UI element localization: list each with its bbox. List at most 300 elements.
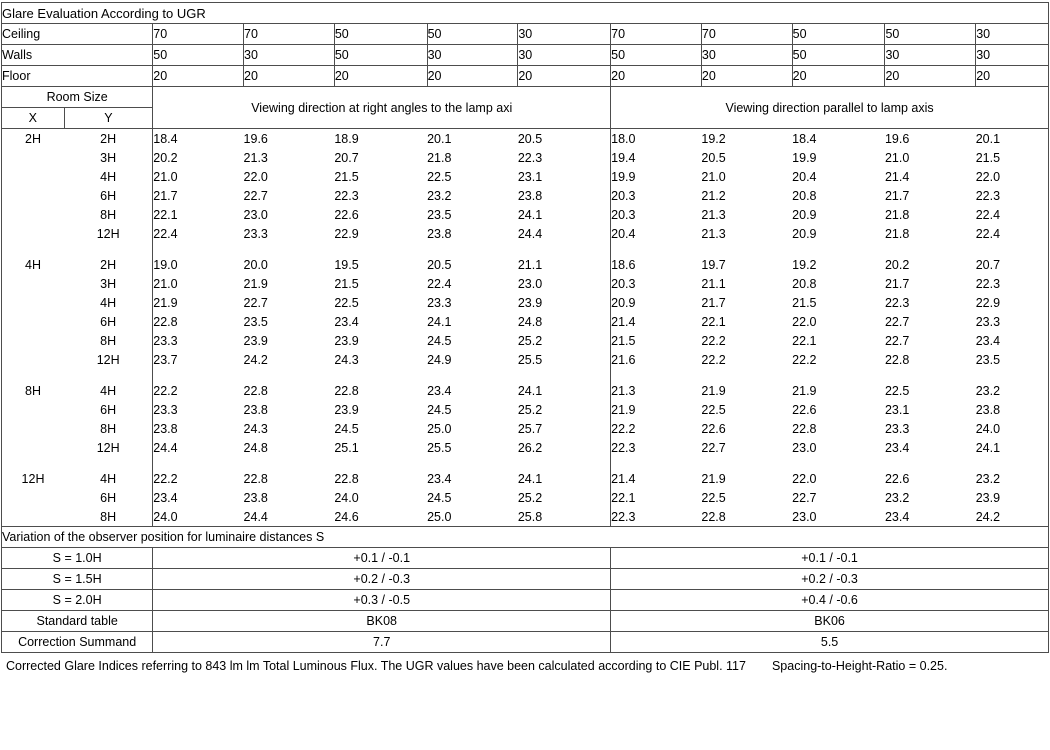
ugr-value: 21.6: [611, 350, 702, 369]
x-header: X: [2, 108, 65, 129]
ugr-value: 23.9: [334, 333, 359, 348]
ugr-value: 23.3: [243, 226, 268, 241]
x-value: [2, 419, 65, 438]
group-spacer: [2, 457, 1049, 469]
ugr-value: 23.4: [884, 509, 910, 524]
ceiling-value: 30: [518, 24, 611, 45]
x-value: [2, 400, 65, 419]
standard-table-left: BK08: [153, 611, 611, 632]
ugr-value: 24.1: [976, 438, 1049, 457]
ugr-value: 24.3: [334, 352, 359, 367]
ugr-value: 21.2: [701, 188, 726, 203]
ugr-value: 21.9: [153, 293, 244, 312]
walls-value: 50: [153, 45, 244, 66]
ugr-value: 22.6: [884, 471, 910, 486]
ugr-value: 19.9: [792, 150, 817, 165]
table-row: [2, 293, 1049, 312]
variation-right-value: +0.4 / -0.6: [611, 590, 1049, 611]
ugr-value: 25.0: [427, 509, 452, 524]
y-value: 2H: [100, 131, 117, 146]
walls-value: 30: [244, 45, 335, 66]
variation-row: [2, 548, 1049, 569]
ugr-value: 19.6: [243, 131, 268, 146]
variation-right-value: +0.2 / -0.3: [611, 569, 1049, 590]
y-value: 8H: [100, 509, 117, 524]
ugr-value: 25.1: [334, 440, 359, 455]
ugr-value: 20.8: [792, 276, 817, 291]
ugr-value: 18.4: [153, 129, 244, 149]
y-value: 6H: [100, 490, 117, 505]
ugr-value: 22.5: [701, 402, 726, 417]
group-spacer: [2, 369, 1049, 381]
ugr-value: 24.6: [334, 509, 359, 524]
ugr-value: 23.4: [427, 383, 452, 398]
footer-spacing-ratio: Spacing-to-Height-Ratio = 0.25.: [771, 659, 948, 673]
ugr-value: 21.0: [153, 167, 244, 186]
ugr-value: 22.8: [243, 471, 268, 486]
ugr-value: 24.9: [427, 352, 452, 367]
ugr-value: 21.5: [611, 331, 702, 350]
table-row: [2, 224, 1049, 243]
floor-value: 20: [427, 66, 518, 87]
variation-right-value: +0.1 / -0.1: [611, 548, 1049, 569]
walls-value: 30: [701, 45, 792, 66]
variation-row: [2, 569, 1049, 590]
ugr-value: 19.2: [792, 257, 817, 272]
ugr-value: 21.9: [792, 383, 817, 398]
ugr-value: 20.9: [792, 226, 817, 241]
y-value: 8H: [100, 421, 117, 436]
ugr-value: 24.5: [427, 333, 452, 348]
ugr-value: 24.5: [334, 421, 359, 436]
reflectance-label-floor: Floor: [2, 66, 153, 87]
ceiling-value: 50: [885, 24, 976, 45]
ugr-value: 19.9: [611, 167, 702, 186]
x-value: [2, 350, 65, 369]
table-row: [2, 186, 1049, 205]
y-value: 8H: [100, 333, 117, 348]
ugr-value: 19.0: [153, 255, 244, 274]
ugr-value: 23.1: [884, 402, 910, 417]
ugr-value: 21.7: [153, 186, 244, 205]
variation-left-value: +0.3 / -0.5: [153, 590, 611, 611]
ugr-value: 21.3: [611, 381, 702, 400]
y-value: 6H: [100, 188, 117, 203]
ugr-value: 20.1: [976, 129, 1049, 149]
ceiling-value: 70: [611, 24, 702, 45]
ugr-value: 18.0: [611, 129, 702, 149]
table-row: [2, 488, 1049, 507]
ugr-value: 22.0: [792, 314, 817, 329]
ugr-value: 21.4: [611, 312, 702, 331]
ugr-value: 23.0: [792, 509, 817, 524]
ugr-value: 22.7: [884, 314, 910, 329]
ugr-value: 23.9: [243, 333, 268, 348]
ugr-value: 22.3: [884, 295, 910, 310]
table-title-row: [2, 3, 1049, 24]
ugr-value: 22.1: [792, 333, 817, 348]
ugr-value: 22.1: [701, 314, 726, 329]
ugr-value: 23.5: [976, 350, 1049, 369]
correction-summand-label: Correction Summand: [2, 632, 153, 653]
ugr-value: 23.0: [517, 276, 543, 291]
ceiling-value: 30: [976, 24, 1049, 45]
x-value: [2, 312, 65, 331]
walls-value: 30: [885, 45, 976, 66]
ugr-value: 24.4: [153, 438, 244, 457]
ugr-value: 24.3: [243, 421, 268, 436]
ugr-value: 19.2: [701, 131, 726, 146]
ugr-value: 23.8: [153, 419, 244, 438]
ugr-value: 22.0: [976, 167, 1049, 186]
ugr-value: 24.0: [976, 419, 1049, 438]
y-value: 6H: [100, 402, 117, 417]
walls-value: 50: [792, 45, 885, 66]
ugr-value: 20.3: [611, 205, 702, 224]
reflectance-row-walls: [2, 45, 1049, 66]
ugr-value: 24.1: [427, 314, 452, 329]
variation-label: S = 1.5H: [2, 569, 153, 590]
ugr-value: 25.7: [517, 421, 543, 436]
ugr-value: 21.9: [701, 471, 726, 486]
ugr-value: 21.9: [611, 400, 702, 419]
ugr-value: 23.2: [427, 188, 452, 203]
ugr-value: 22.7: [884, 333, 910, 348]
variation-left-value: +0.1 / -0.1: [153, 548, 611, 569]
ugr-value: 23.7: [153, 350, 244, 369]
standard-table-row: [2, 611, 1049, 632]
table-row: [2, 438, 1049, 457]
ugr-value: 21.8: [427, 150, 452, 165]
table-row: [2, 350, 1049, 369]
ugr-value: 22.4: [153, 224, 244, 243]
table-row: [2, 469, 1049, 488]
y-value: 4H: [100, 295, 117, 310]
y-header: Y: [64, 108, 153, 129]
table-row: [2, 312, 1049, 331]
standard-table-right: BK06: [611, 611, 1049, 632]
ugr-value: 22.5: [884, 383, 910, 398]
ugr-value: 22.7: [243, 295, 268, 310]
ugr-value: 20.3: [611, 274, 702, 293]
y-value: 12H: [96, 226, 120, 241]
ugr-value: 22.8: [334, 471, 359, 486]
walls-value: 50: [334, 45, 427, 66]
ugr-value: 25.2: [517, 490, 543, 505]
ugr-value: 23.5: [243, 314, 268, 329]
ugr-value: 20.7: [976, 255, 1049, 274]
ugr-value: 20.2: [153, 148, 244, 167]
ugr-value: 20.4: [792, 169, 817, 184]
ugr-value: 20.2: [884, 257, 910, 272]
ugr-value: 22.5: [701, 490, 726, 505]
ugr-value: 21.7: [884, 188, 910, 203]
floor-value: 20: [792, 66, 885, 87]
ugr-value: 24.4: [517, 226, 543, 241]
ugr-value: 22.3: [611, 438, 702, 457]
ugr-value: 22.9: [334, 226, 359, 241]
ugr-value: 23.4: [884, 440, 910, 455]
ugr-value: 25.5: [517, 352, 543, 367]
ugr-value: 22.2: [701, 333, 726, 348]
floor-value: 20: [518, 66, 611, 87]
y-value: 3H: [100, 150, 117, 165]
table-row: [2, 274, 1049, 293]
ugr-value: 24.0: [153, 507, 244, 527]
y-value: 12H: [96, 440, 120, 455]
ugr-value: 23.3: [884, 421, 910, 436]
ugr-value: 21.5: [334, 169, 359, 184]
floor-value: 20: [976, 66, 1049, 87]
ugr-value: 24.1: [517, 207, 543, 222]
ugr-value: 23.3: [153, 400, 244, 419]
ugr-value: 25.0: [427, 421, 452, 436]
ugr-value: 22.4: [427, 276, 452, 291]
table-row: [2, 148, 1049, 167]
ugr-value: 23.9: [517, 295, 543, 310]
floor-value: 20: [334, 66, 427, 87]
ugr-value: 22.2: [792, 352, 817, 367]
x-value: [2, 224, 65, 243]
ugr-value: 23.3: [153, 331, 244, 350]
ugr-value: 25.8: [517, 509, 543, 524]
walls-value: 30: [427, 45, 518, 66]
ugr-value: 22.6: [701, 421, 726, 436]
correction-summand-left: 7.7: [153, 632, 611, 653]
walls-value: 30: [976, 45, 1049, 66]
ugr-value: 21.9: [701, 383, 726, 398]
ugr-value: 18.4: [792, 131, 817, 146]
x-value: [2, 274, 65, 293]
floor-value: 20: [153, 66, 244, 87]
ugr-value: 23.8: [976, 400, 1049, 419]
ugr-value: 22.4: [976, 224, 1049, 243]
ugr-value: 21.3: [701, 207, 726, 222]
ugr-value: 21.5: [792, 295, 817, 310]
ugr-value: 21.3: [701, 226, 726, 241]
ugr-value: 22.4: [976, 205, 1049, 224]
ugr-value: 22.7: [792, 490, 817, 505]
reflectance-label-walls: Walls: [2, 45, 153, 66]
section-header-row: [2, 87, 1049, 108]
ugr-value: 23.2: [976, 381, 1049, 400]
x-value: [2, 148, 65, 167]
ugr-value: 21.1: [701, 276, 726, 291]
ceiling-value: 50: [334, 24, 427, 45]
table-row: [2, 129, 1049, 149]
x-value: 4H: [2, 255, 65, 274]
ugr-value: 18.9: [334, 131, 359, 146]
ugr-value: 22.5: [334, 295, 359, 310]
variation-left-value: +0.2 / -0.3: [153, 569, 611, 590]
table-row: [2, 507, 1049, 527]
right-section-header: Viewing direction parallel to lamp axis: [611, 87, 1049, 129]
ugr-value: 24.1: [517, 383, 543, 398]
ugr-value: 22.2: [701, 352, 726, 367]
ugr-value: 22.3: [517, 150, 543, 165]
reflectance-label-ceiling: Ceiling: [2, 24, 153, 45]
standard-table-label: Standard table: [2, 611, 153, 632]
ugr-value: 24.8: [243, 440, 268, 455]
floor-value: 20: [885, 66, 976, 87]
x-value: [2, 507, 65, 527]
ugr-value: 22.1: [153, 205, 244, 224]
room-size-header: Room Size: [2, 87, 153, 108]
ugr-value: 18.6: [611, 255, 702, 274]
ugr-value: 23.2: [884, 490, 910, 505]
ugr-value: 20.5: [517, 131, 543, 146]
ugr-value: 23.9: [976, 488, 1049, 507]
ugr-value: 24.1: [517, 471, 543, 486]
ugr-value: 22.8: [792, 421, 817, 436]
x-value: 2H: [2, 129, 65, 149]
ceiling-value: 70: [244, 24, 335, 45]
variation-label: S = 1.0H: [2, 548, 153, 569]
ugr-value: 23.3: [976, 312, 1049, 331]
ugr-value: 21.4: [611, 469, 702, 488]
ugr-value: 22.8: [334, 383, 359, 398]
ugr-value: 22.6: [792, 402, 817, 417]
ugr-value: 23.8: [243, 490, 268, 505]
y-value: 6H: [100, 314, 117, 329]
reflectance-row-ceiling: [2, 24, 1049, 45]
ugr-value: 24.5: [427, 402, 452, 417]
ugr-value: 23.5: [427, 207, 452, 222]
ceiling-value: 70: [153, 24, 244, 45]
ugr-value: 20.5: [427, 257, 452, 272]
ugr-value: 25.2: [517, 402, 543, 417]
ceiling-value: 50: [792, 24, 885, 45]
ugr-value: 20.7: [334, 150, 359, 165]
ugr-value: 19.6: [884, 131, 910, 146]
ugr-value: 22.8: [701, 509, 726, 524]
variation-heading: Variation of the observer position for luminaire distances S: [2, 527, 1049, 548]
ugr-value: 23.3: [427, 295, 452, 310]
ugr-value: 21.0: [701, 169, 726, 184]
ugr-value: 22.8: [153, 312, 244, 331]
ugr-value: 23.2: [976, 469, 1049, 488]
ugr-value: 22.2: [153, 381, 244, 400]
ugr-value: 24.8: [517, 314, 543, 329]
ugr-value: 23.8: [427, 226, 452, 241]
walls-value: 30: [518, 45, 611, 66]
ugr-value: 21.9: [243, 276, 268, 291]
ugr-value: 23.8: [517, 188, 543, 203]
ugr-value: 22.3: [611, 507, 702, 527]
reflectance-row-floor: [2, 66, 1049, 87]
ugr-table: [1, 2, 1049, 653]
ugr-value: 21.0: [884, 150, 910, 165]
ugr-value: 22.6: [334, 207, 359, 222]
ugr-value: 24.2: [243, 352, 268, 367]
ugr-value: 21.8: [884, 207, 910, 222]
ugr-value: 24.2: [976, 507, 1049, 527]
ugr-value: 23.4: [427, 471, 452, 486]
x-value: [2, 293, 65, 312]
ceiling-value: 50: [427, 24, 518, 45]
ugr-value: 26.2: [517, 440, 543, 455]
ugr-value: 20.9: [611, 293, 702, 312]
table-row: [2, 419, 1049, 438]
ugr-value: 23.4: [153, 488, 244, 507]
ugr-value: 22.8: [884, 352, 910, 367]
ugr-value: 22.0: [243, 169, 268, 184]
floor-value: 20: [611, 66, 702, 87]
variation-row: [2, 590, 1049, 611]
x-value: [2, 331, 65, 350]
ugr-value: 22.8: [243, 383, 268, 398]
variation-label: S = 2.0H: [2, 590, 153, 611]
footer-note: [0, 653, 1050, 674]
ugr-value: 24.0: [334, 490, 359, 505]
left-section-header: Viewing direction at right angles to the lamp axi: [153, 87, 611, 129]
table-row: [2, 400, 1049, 419]
table-row: [2, 255, 1049, 274]
x-value: [2, 186, 65, 205]
x-value: [2, 205, 65, 224]
ugr-value: 21.5: [976, 148, 1049, 167]
ugr-value: 21.7: [701, 295, 726, 310]
ugr-value: 20.8: [792, 188, 817, 203]
ugr-value: 20.3: [611, 186, 702, 205]
table-row: [2, 167, 1049, 186]
floor-value: 20: [701, 66, 792, 87]
floor-value: 20: [244, 66, 335, 87]
y-value: 2H: [100, 257, 117, 272]
page-title: Glare Evaluation According to UGR: [2, 3, 1049, 24]
footer-note-text: Corrected Glare Indices referring to 843 lm lm Total Luminous Flux. The UGR values have been calculated according to CIE Publ. 117: [6, 659, 746, 673]
table-row: [2, 381, 1049, 400]
table-row: [2, 331, 1049, 350]
ugr-value: 22.3: [334, 188, 359, 203]
ugr-value: 21.7: [884, 276, 910, 291]
y-value: 12H: [96, 352, 120, 367]
ceiling-value: 70: [701, 24, 792, 45]
ugr-value: 21.5: [334, 276, 359, 291]
ugr-value: 25.5: [427, 440, 452, 455]
ugr-value: 19.5: [334, 257, 359, 272]
variation-heading-row: [2, 527, 1049, 548]
x-value: [2, 488, 65, 507]
ugr-value: 23.4: [976, 331, 1049, 350]
ugr-value: 20.0: [243, 257, 268, 272]
ugr-value: 22.0: [792, 471, 817, 486]
ugr-value: 23.0: [792, 440, 817, 455]
ugr-value: 21.3: [243, 150, 268, 165]
ugr-value: 22.1: [611, 488, 702, 507]
ugr-value: 20.4: [611, 224, 702, 243]
ugr-value: 22.9: [976, 293, 1049, 312]
walls-value: 50: [611, 45, 702, 66]
ugr-value: 22.7: [701, 440, 726, 455]
ugr-value: 20.1: [427, 131, 452, 146]
ugr-value: 21.4: [884, 169, 910, 184]
group-spacer: [2, 243, 1049, 255]
correction-summand-row: [2, 632, 1049, 653]
ugr-value: 19.7: [701, 257, 726, 272]
ugr-value: 21.0: [153, 274, 244, 293]
table-row: [2, 205, 1049, 224]
y-value: 4H: [100, 383, 117, 398]
y-value: 3H: [100, 276, 117, 291]
x-value: [2, 438, 65, 457]
ugr-value: 24.5: [427, 490, 452, 505]
ugr-value: 21.8: [884, 226, 910, 241]
x-value: [2, 167, 65, 186]
ugr-value: 19.4: [611, 148, 702, 167]
ugr-value: 20.5: [701, 150, 726, 165]
ugr-value: 23.9: [334, 402, 359, 417]
